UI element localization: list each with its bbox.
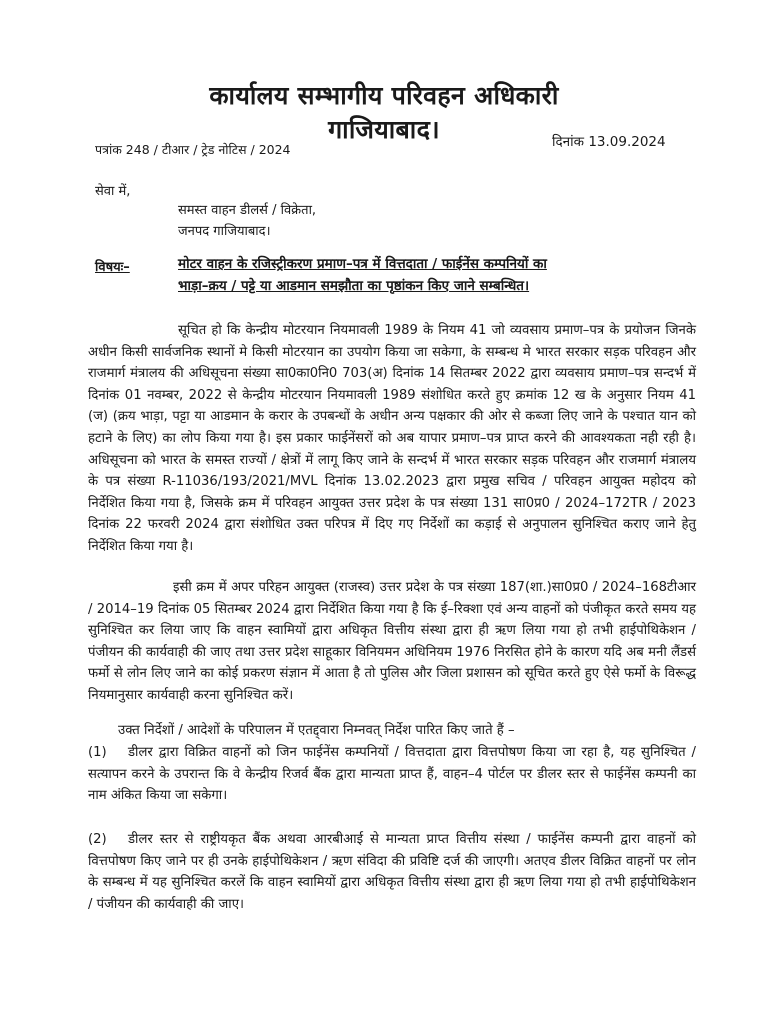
directive-item-2-number: (2) xyxy=(88,832,107,847)
subject-line-2: भाड़ा–क्रय / पट्टे या आडमान समझौता का पृष्ठांकन किए जाने सम्बन्धित। xyxy=(178,278,530,294)
office-city: गाजियाबाद। xyxy=(328,115,440,144)
directive-item-2-text: डीलर स्तर से राष्ट्रीयकृत बैंक अथवा आरबीआई से मान्यता प्राप्त वित्तीय संस्था / फाईनेंस कम्पनी द्वारा वाहनों को वित्तपोषण किए जाने पर ही उनके हाईपोथिकेशन / ऋण संविदा की प्रविष्टि दर्ज की जाएगी। अतएव डीलर विक्रित वाहनों पर लोन के सम्बन्ध में यह सुनिश्चित करलें कि वाहन स्वामियों द्वारा अधिकृत वित्तीय संस्था द्वारा ही ऋण लिया गया हो तभी हाईपोथिकेशन / पंजीयन की कार्यवाही की जाए। xyxy=(88,832,696,912)
reference-number: पत्रांक 248 / टीआर / ट्रेड नोटिस / 2024 xyxy=(95,142,291,157)
body-paragraph-3: उक्त निर्देशों / आदेशों के परिपालन में एतद्द्वारा निम्नवत् निर्देश पारित किए जाते हैं – xyxy=(118,723,515,738)
directive-item-1 xyxy=(88,742,696,807)
salutation: सेवा में, xyxy=(95,184,131,199)
addressee-line-1: समस्त वाहन डीलर्स / विक्रेता, xyxy=(178,203,317,218)
directive-item-1-text: डीलर द्वारा विक्रित वाहनों को जिन फाईनेंस कम्पनियों / वित्तदाता द्वारा वित्तपोषण किया जा रहा है, यह सुनिश्चित / सत्यापन करने के उपरान्त कि वे केन्द्रीय रिजर्व बैंक द्वारा मान्यता प्राप्त हैं, वाहन–4 पोर्टल पर डीलर स्तर से फाईनेंस कम्पनी का नाम अंकित किया जा सकेगा। xyxy=(88,745,696,804)
subject-line-1: मोटर वाहन के रजिस्ट्रीकरण प्रमाण–पत्र में वित्तदाता / फाईनेंस कम्पनियों का xyxy=(178,256,547,272)
subject-label: विषयः– xyxy=(95,260,130,275)
office-title: कार्यालय सम्भागीय परिवहन अधिकारी xyxy=(209,81,559,110)
body-paragraph-1: सूचित हो कि केन्द्रीय मोटरयान नियमावली 1989 के नियम 41 जो व्यवसाय प्रमाण–पत्र के प्रयोजन जिनके अधीन किसी सार्वजनिक स्थानों मे किसी मोटरयान का उपयोग किया जा सकेगा, के सम्बन्ध मे भारत सरकार सड़क परिवहन और राजमार्ग मंत्रालय की अधिसूचना संख्या सा0का0नि0 703(अ) दिनांक 14 सितम्बर 2022 द्वारा व्यवसाय प्रमाण–पत्र सन्दर्भ में दिनांक 01 नवम्बर, 2022 से केन्द्रीय मोटरयान नियमावली 1989 संशोधित करते हुए क्रमांक 12 ख के अनुसार नियम 41 (ज) (क्रय भाड़ा, पट्टा या आडमान के करार के उपबन्धों के अधीन अन्य पक्षकार की ओर से कब्जा लिए जाने के पश्चात यान को हटाने के लिए) का लोप किया गया है। इस प्रकार फाईनेंसरों को अब यापार प्रमाण–पत्र प्राप्त करने की आवश्यकता नही रही है। अधिसूचना को भारत के समस्त राज्यों / क्षेत्रों में लागू किए जाने के सन्दर्भ में भारत सरकार सड़क परिवहन और राजमार्ग मंत्रालय के पत्र संख्या R-11036/193/2021/MVL दिनांक 13.02.2023 द्वारा प्रमुख सचिव / परिवहन आयुक्त महोदय को निर्देशित किया गया है, जिसके क्रम में परिवहन आयुक्त उत्तर प्रदेश के पत्र संख्या 131 सा0प्र0 / 2024–172TR / 2023 दिनांक 22 फरवरी 2024 द्वारा संशोधित उक्त परिपत्र में दिए गए निर्देशों का कड़ाई से अनुपालन सुनिश्चित कराए जाने हेतु निर्देशित किया गया है। xyxy=(88,323,696,554)
body-paragraph-2: इसी क्रम में अपर परिहन आयुक्त (राजस्व) उत्तर प्रदेश के पत्र संख्या 187(शा.)सा0प्र0 / 2024–168टीआर / 2014–19 दिनांक 05 सितम्बर 2024 द्वारा निर्देशित किया गया है कि ई–रिक्शा एवं अन्य वाहनों को पंजीकृत करते समय यह सुनिश्चित कर लिया जाए कि वाहन स्वामियों द्वारा अधिकृत वित्तीय संस्था द्वारा ही ऋण लिया गया हो तभी हाईपोथिकेशन / पंजीयन की कार्यवाही की जाए तथा उत्तर प्रदेश साहूकार विनियमन अधिनियम 1976 निरसित होने के कारण यदि अब मनी लैंडर्स फर्मो से लोन लिए जाने का कोई प्रकरण संज्ञान में आता है तो पुलिस और जिला प्रशासन को सूचित करते हुए ऐसे फर्मो के विरूद्ध नियमानुसार कार्यवाही करना सुनिश्चित करें। xyxy=(88,580,696,703)
addressee-line-2: जनपद गाजियाबाद। xyxy=(178,224,271,239)
directive-item-2 xyxy=(88,829,696,915)
directive-item-1-number: (1) xyxy=(88,745,107,760)
letter-date: दिनांक 13.09.2024 xyxy=(552,134,666,150)
